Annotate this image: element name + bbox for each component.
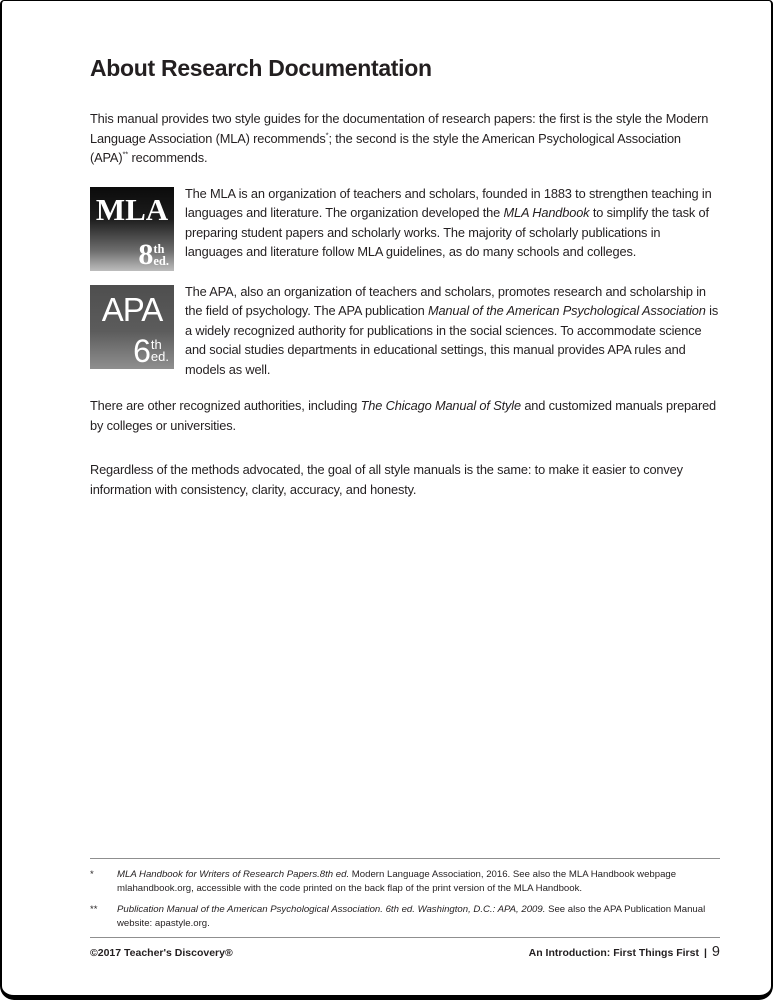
footnote-apa (90, 903, 720, 931)
mla-edition-number: 8 (138, 237, 154, 271)
footnote-mla (90, 868, 720, 896)
page-footer (90, 937, 720, 960)
section-title: An Introduction: First Things First (528, 947, 699, 959)
apa-edition-suffix-block (151, 338, 169, 363)
footnote-marker: * (90, 869, 94, 880)
apa-logo-edition (133, 332, 169, 369)
apa-logo-acronym: APA (101, 290, 163, 328)
footnotes-section (90, 858, 720, 938)
authorities-paragraph: There are other recognized authorities, including The Chicago Manual of Style and customized manuals prepared by colleges or universities. (90, 398, 717, 433)
footnote-text: MLA Handbook for Writers of Research Papers.8th ed. Modern Language Association, 2016. See also the MLA Handbook webpage mlahandbook.org, accessible with the code printed on the back flap of the print version of the MLA Handbook. (117, 869, 677, 894)
apa-edition-suffix: th (150, 336, 162, 352)
mla-edition-suffix-block (153, 242, 169, 267)
mla-edition-suffix: th (153, 241, 165, 256)
apa-paragraph: The APA, also an organization of teachers and scholars, promotes research and scholarship in the field of psychology. The APA publication Manual of the American Psychological Association is a widely recognized authority for publications in the social sciences. To accommodate science and social studies departments in educational settings, this manual provides APA rules and models as well. (185, 283, 719, 377)
mla-section (90, 187, 720, 271)
page-title: About Research Documentation (90, 55, 432, 81)
page-content (90, 1, 720, 499)
mla-paragraph: The MLA is an organization of teachers and scholars, founded in 1883 to strengthen teaching in languages and literature. The organization developed the MLA Handbook to simplify the task of preparing student papers and scholarly works. The majority of scholarly publications in languages and literature follow MLA guidelines, as do many schools and colleges. (185, 185, 712, 259)
apa-section (90, 285, 720, 380)
running-footer (529, 944, 720, 960)
footnote-text: Publication Manual of the American Psychological Association. 6th ed. Washington, D.C.: APA, 2009. See also the APA Publication Manual website: apastyle.org. (117, 904, 706, 929)
footnote-marker: ** (90, 904, 98, 915)
mla-logo-edition (138, 237, 169, 271)
apa-logo (90, 285, 174, 369)
apa-edition-number: 6 (133, 332, 151, 369)
mla-logo (90, 187, 174, 271)
goal-paragraph: Regardless of the methods advocated, the goal of all style manuals is the same: to make it easier to convey information with consistency, clarity, accuracy, and honesty. (90, 462, 683, 497)
copyright-notice: ©2017 Teacher's Discovery® (90, 947, 233, 959)
page-number: 9 (711, 944, 720, 960)
apa-edition-label: ed. (150, 348, 169, 364)
footer-divider: | (703, 947, 707, 959)
mla-edition-label: ed. (153, 253, 169, 268)
intro-paragraph: This manual provides two style guides for the documentation of research papers: the first is the style the Modern Language Association (MLA) recommends*; the second is the style the American Psychological Association (APA)** recommends. (90, 111, 709, 165)
mla-logo-acronym: MLA (95, 191, 169, 227)
